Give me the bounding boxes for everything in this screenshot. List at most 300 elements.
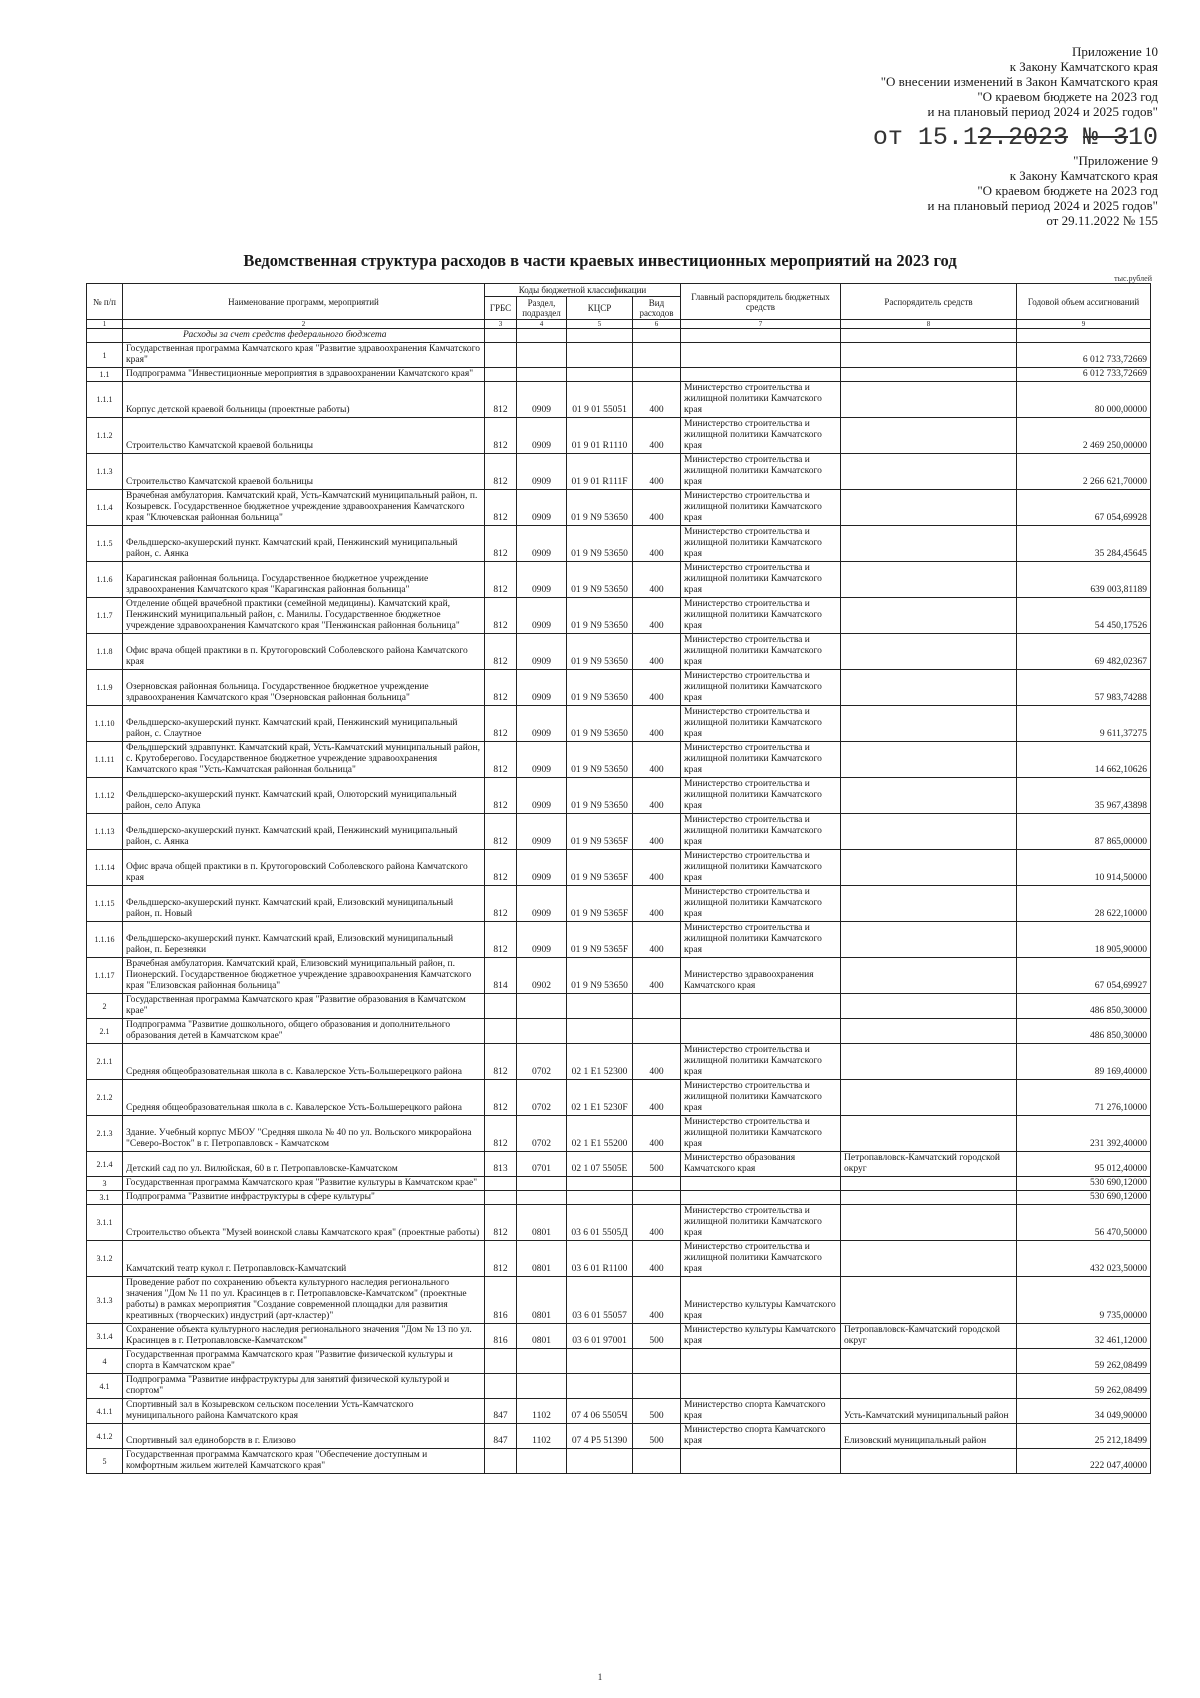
cell-name: Спортивный зал единоборств в г. Елизово	[123, 1424, 485, 1449]
cell-manager: Петропавловск-Камчатский городской округ	[841, 1152, 1017, 1177]
cell-manager	[841, 958, 1017, 994]
cell-name: Государственная программа Камчатского края "Развитие здравоохранения Камчатского края"	[123, 343, 485, 368]
cell-amount: 6 012 733,72669	[1017, 368, 1151, 382]
cell-section	[517, 1019, 567, 1044]
cell-manager	[841, 886, 1017, 922]
column-index-row	[87, 320, 1151, 329]
cell-amount: 2 469 250,00000	[1017, 418, 1151, 454]
table-row	[87, 526, 1151, 562]
cell-name: Фельдшерско-акушерский пункт. Камчатский край, Пенжинский муниципальный район, с. Аянка	[123, 526, 485, 562]
cell-section: 0909	[517, 526, 567, 562]
cell-section: 0909	[517, 382, 567, 418]
cell-amount: 54 450,17526	[1017, 598, 1151, 634]
cell-kind	[633, 994, 681, 1019]
cell-name: Отделение общей врачебной практики (семейной медицины). Камчатский край, Пенжинский муниципальный район, с. Манилы. Государственное бюджетное учреждение здравоохранения Камчатского края "Пенжинская районная больница"	[123, 598, 485, 634]
table-row	[87, 1449, 1151, 1474]
cell-name: Государственная программа Камчатского края "Развитие культуры в Камчатском крае"	[123, 1177, 485, 1191]
cell-no: 4.1.2	[87, 1424, 123, 1449]
cell-kind: 400	[633, 1277, 681, 1324]
cell-grbs: 812	[485, 526, 517, 562]
cell-main-manager: Министерство строительства и жилищной политики Камчатского края	[681, 850, 841, 886]
cell-kcsr: 01 9 N9 53650	[567, 562, 633, 598]
cell-manager	[841, 742, 1017, 778]
cell-kind	[633, 368, 681, 382]
cell-kcsr: 03 6 01 55057	[567, 1277, 633, 1324]
cell-amount: 80 000,00000	[1017, 382, 1151, 418]
cell-amount: 87 865,00000	[1017, 814, 1151, 850]
cell-section: 0702	[517, 1044, 567, 1080]
cell-main-manager	[681, 1449, 841, 1474]
table-row	[87, 598, 1151, 634]
col-header-kcsr: КЦСР	[567, 297, 633, 320]
cell-kind: 400	[633, 418, 681, 454]
cell-no: 1.1.8	[87, 634, 123, 670]
cell-kcsr: 01 9 N9 53650	[567, 490, 633, 526]
cell-kind	[633, 1019, 681, 1044]
col-header-volume: Годовой объем ассигнований	[1017, 284, 1151, 320]
cell-no: 1.1.3	[87, 454, 123, 490]
cell-amount: 95 012,40000	[1017, 1152, 1151, 1177]
cell-kind	[633, 1449, 681, 1474]
cell-kind	[633, 1349, 681, 1374]
stamp-number-struck: № 3	[1082, 123, 1128, 152]
cell-main-manager	[681, 1019, 841, 1044]
cell-section: 0801	[517, 1241, 567, 1277]
cell-amount: 59 262,08499	[1017, 1374, 1151, 1399]
cell-kind: 400	[633, 382, 681, 418]
cell-name: Государственная программа Камчатского края "Развитие физической культуры и спорта в Камчатском крае"	[123, 1349, 485, 1374]
header-line: и на плановый период 2024 и 2025 годов"	[927, 104, 1158, 119]
cell-kcsr: 01 9 N9 53650	[567, 634, 633, 670]
table-body	[87, 329, 1151, 1474]
cell-kind: 400	[633, 706, 681, 742]
table-row	[87, 1191, 1151, 1205]
cell-grbs: 812	[485, 886, 517, 922]
cell-kcsr	[567, 1191, 633, 1205]
cell-kcsr	[567, 1177, 633, 1191]
cell-kcsr: 01 9 01 R1110	[567, 418, 633, 454]
cell-manager	[841, 778, 1017, 814]
column-index: 8	[841, 320, 1017, 329]
cell-no: 1.1.1	[87, 382, 123, 418]
cell-manager	[841, 1374, 1017, 1399]
cell-main-manager: Министерство строительства и жилищной политики Камчатского края	[681, 634, 841, 670]
cell-amount: 25 212,18499	[1017, 1424, 1151, 1449]
cell-section: 0909	[517, 778, 567, 814]
cell-grbs: 812	[485, 490, 517, 526]
column-index: 7	[681, 320, 841, 329]
cell-no	[87, 329, 123, 343]
cell-main-manager: Министерство спорта Камчатского края	[681, 1399, 841, 1424]
cell-no: 1.1.12	[87, 778, 123, 814]
column-index: 5	[567, 320, 633, 329]
date-number-stamp	[678, 125, 1158, 151]
header-line: "Приложение 9	[1073, 153, 1158, 168]
document-title: Ведомственная структура расходов в части краевых инвестиционных мероприятий на 2023 год	[243, 251, 957, 270]
cell-amount: 57 983,74288	[1017, 670, 1151, 706]
cell-section	[517, 368, 567, 382]
cell-grbs	[485, 329, 517, 343]
cell-kind: 400	[633, 526, 681, 562]
cell-kind	[633, 1191, 681, 1205]
cell-kind: 500	[633, 1324, 681, 1349]
table-row	[87, 850, 1151, 886]
cell-main-manager: Министерство строительства и жилищной политики Камчатского края	[681, 706, 841, 742]
cell-main-manager: Министерство строительства и жилищной политики Камчатского края	[681, 886, 841, 922]
cell-section: 0801	[517, 1277, 567, 1324]
cell-name: Фельдшерско-акушерский пункт. Камчатский край, Пенжинский муниципальный район, с. Аянка	[123, 814, 485, 850]
table-row	[87, 562, 1151, 598]
cell-no: 3.1.4	[87, 1324, 123, 1349]
cell-manager	[841, 1191, 1017, 1205]
cell-manager	[841, 1116, 1017, 1152]
cell-amount: 28 622,10000	[1017, 886, 1151, 922]
cell-kind	[633, 329, 681, 343]
cell-name: Врачебная амбулатория. Камчатский край, Елизовский муниципальный район, п. Пионерский. Государственное бюджетное учреждение здравоохранения Камчатского края "Елизовская районная больница"	[123, 958, 485, 994]
cell-kind	[633, 343, 681, 368]
cell-name: Детский сад по ул. Вилюйская, 60 в г. Петропавловске-Камчатском	[123, 1152, 485, 1177]
table-row	[87, 1241, 1151, 1277]
cell-main-manager: Министерство строительства и жилищной политики Камчатского края	[681, 418, 841, 454]
table-row	[87, 1080, 1151, 1116]
cell-name: Здание. Учебный корпус МБОУ "Средняя школа № 40 по ул. Вольского микрорайона "Северо-Восток" в г. Петропавловск - Камчатском	[123, 1116, 485, 1152]
column-index: 6	[633, 320, 681, 329]
header-line: и на плановый период 2024 и 2025 годов"	[927, 198, 1158, 213]
cell-kcsr: 02 1 E1 52300	[567, 1044, 633, 1080]
col-header-grbs: ГРБС	[485, 297, 517, 320]
section-row	[87, 329, 1151, 343]
header-line: "О внесении изменений в Закон Камчатского края	[880, 74, 1158, 89]
col-header-codes: Коды бюджетной классификации	[485, 284, 681, 297]
cell-kcsr: 03 6 01 97001	[567, 1324, 633, 1349]
column-index: 4	[517, 320, 567, 329]
cell-manager	[841, 1449, 1017, 1474]
cell-kcsr: 01 9 N9 5365F	[567, 814, 633, 850]
cell-amount: 59 262,08499	[1017, 1349, 1151, 1374]
cell-no: 1.1.7	[87, 598, 123, 634]
column-index: 2	[123, 320, 485, 329]
cell-grbs: 812	[485, 1241, 517, 1277]
cell-no: 1.1	[87, 368, 123, 382]
table-row	[87, 1424, 1151, 1449]
cell-name: Фельдшерско-акушерский пункт. Камчатский край, Елизовский муниципальный район, п. Новый	[123, 886, 485, 922]
cell-name: Озерновская районная больница. Государственное бюджетное учреждение здравоохранения Камчатского края "Озерновская районная больница"	[123, 670, 485, 706]
cell-name: Государственная программа Камчатского края "Обеспечение доступным и комфортным жильем жителей Камчатского края"	[123, 1449, 485, 1474]
table-header-row	[87, 284, 1151, 297]
cell-amount: 67 054,69927	[1017, 958, 1151, 994]
cell-manager	[841, 598, 1017, 634]
table-row	[87, 1399, 1151, 1424]
cell-main-manager	[681, 1191, 841, 1205]
cell-manager	[841, 634, 1017, 670]
cell-main-manager: Министерство культуры Камчатского края	[681, 1277, 841, 1324]
cell-section: 0909	[517, 922, 567, 958]
cell-no: 2.1.3	[87, 1116, 123, 1152]
cell-name: Строительство Камчатской краевой больницы	[123, 454, 485, 490]
cell-amount: 34 049,90000	[1017, 1399, 1151, 1424]
cell-grbs: 812	[485, 1044, 517, 1080]
cell-name: Офис врача общей практики в п. Крутогоровский Соболевского района Камчатского края	[123, 634, 485, 670]
cell-manager	[841, 343, 1017, 368]
table-row	[87, 418, 1151, 454]
cell-grbs: 812	[485, 454, 517, 490]
cell-name: Подпрограмма "Инвестиционные мероприятия в здравоохранении Камчатского края"	[123, 368, 485, 382]
table-row	[87, 778, 1151, 814]
cell-manager	[841, 814, 1017, 850]
cell-grbs	[485, 1177, 517, 1191]
stamp-prefix: от 15.1	[872, 123, 978, 152]
cell-kind: 400	[633, 598, 681, 634]
cell-manager: Усть-Камчатский муниципальный район	[841, 1399, 1017, 1424]
cell-section	[517, 1191, 567, 1205]
cell-kcsr: 01 9 N9 5365F	[567, 886, 633, 922]
cell-amount: 10 914,50000	[1017, 850, 1151, 886]
cell-section: 0909	[517, 418, 567, 454]
cell-section: 0909	[517, 454, 567, 490]
cell-grbs: 816	[485, 1324, 517, 1349]
table-row	[87, 1205, 1151, 1241]
cell-manager	[841, 922, 1017, 958]
cell-amount: 486 850,30000	[1017, 994, 1151, 1019]
cell-amount: 89 169,40000	[1017, 1044, 1151, 1080]
cell-section: 0702	[517, 1116, 567, 1152]
cell-grbs: 812	[485, 634, 517, 670]
header-line: от 29.11.2022 № 155	[1046, 213, 1158, 228]
cell-no: 2	[87, 994, 123, 1019]
cell-kind: 400	[633, 1044, 681, 1080]
cell-manager	[841, 1080, 1017, 1116]
cell-section: 0801	[517, 1324, 567, 1349]
cell-amount: 222 047,40000	[1017, 1449, 1151, 1474]
cell-no: 2.1	[87, 1019, 123, 1044]
cell-kind: 400	[633, 778, 681, 814]
cell-name: Проведение работ по сохранению объекта культурного наследия регионального значения "Дом № 11 по ул. Красинцев в г. Петропавловске-Камчатском" (проектные работы) в рамках мероприятия "Создание современной площадки для развития креативных (творческих) индустрий (арт-кластер)"	[123, 1277, 485, 1324]
col-header-manager: Распорядитель средств	[841, 284, 1017, 320]
cell-kind: 500	[633, 1152, 681, 1177]
cell-main-manager	[681, 1374, 841, 1399]
cell-name: Офис врача общей практики в п. Крутогоровский Соболевского района Камчатского края	[123, 850, 485, 886]
table-row	[87, 670, 1151, 706]
cell-grbs: 812	[485, 598, 517, 634]
cell-main-manager: Министерство строительства и жилищной политики Камчатского края	[681, 526, 841, 562]
cell-no: 3.1.1	[87, 1205, 123, 1241]
cell-manager	[841, 368, 1017, 382]
cell-main-manager: Министерство строительства и жилищной политики Камчатского края	[681, 598, 841, 634]
cell-main-manager: Министерство строительства и жилищной политики Камчатского края	[681, 454, 841, 490]
cell-manager	[841, 490, 1017, 526]
cell-grbs: 812	[485, 850, 517, 886]
cell-kcsr: 01 9 N9 53650	[567, 958, 633, 994]
cell-name: Подпрограмма "Развитие инфраструктуры для занятий физической культурой и спортом"	[123, 1374, 485, 1399]
cell-grbs	[485, 994, 517, 1019]
cell-section	[517, 1349, 567, 1374]
cell-name: Строительство объекта "Музей воинской славы Камчатского края" (проектные работы)	[123, 1205, 485, 1241]
cell-kcsr: 03 6 01 5505Д	[567, 1205, 633, 1241]
cell-kind: 400	[633, 958, 681, 994]
cell-manager	[841, 670, 1017, 706]
cell-manager: Елизовский муниципальный район	[841, 1424, 1017, 1449]
cell-kind: 400	[633, 814, 681, 850]
cell-amount: 18 905,90000	[1017, 922, 1151, 958]
cell-main-manager: Министерство строительства и жилищной политики Камчатского края	[681, 1044, 841, 1080]
cell-no: 1.1.13	[87, 814, 123, 850]
cell-no: 2.1.1	[87, 1044, 123, 1080]
cell-main-manager: Министерство строительства и жилищной политики Камчатского края	[681, 490, 841, 526]
cell-amount	[1017, 329, 1151, 343]
cell-grbs	[485, 1374, 517, 1399]
cell-main-manager	[681, 1349, 841, 1374]
col-header-name: Наименование программ, мероприятий	[123, 284, 485, 320]
cell-kcsr: 01 9 01 R111F	[567, 454, 633, 490]
budget-table	[86, 283, 1151, 1474]
cell-kcsr: 01 9 N9 53650	[567, 598, 633, 634]
cell-no: 1.1.9	[87, 670, 123, 706]
cell-grbs: 812	[485, 1205, 517, 1241]
header-line: "О краевом бюджете на 2023 год	[977, 89, 1158, 104]
cell-manager	[841, 1349, 1017, 1374]
cell-manager	[841, 1044, 1017, 1080]
cell-manager	[841, 706, 1017, 742]
cell-amount: 35 284,45645	[1017, 526, 1151, 562]
cell-grbs: 812	[485, 382, 517, 418]
cell-main-manager: Министерство строительства и жилищной политики Камчатского края	[681, 562, 841, 598]
cell-amount: 6 012 733,72669	[1017, 343, 1151, 368]
cell-section: 0909	[517, 742, 567, 778]
cell-kind: 400	[633, 490, 681, 526]
cell-kcsr: 07 4 06 5505Ч	[567, 1399, 633, 1424]
cell-amount: 69 482,02367	[1017, 634, 1151, 670]
table-row	[87, 814, 1151, 850]
cell-grbs: 812	[485, 670, 517, 706]
cell-no: 3.1.2	[87, 1241, 123, 1277]
cell-main-manager: Министерство строительства и жилищной политики Камчатского края	[681, 922, 841, 958]
table-row	[87, 994, 1151, 1019]
column-index: 9	[1017, 320, 1151, 329]
cell-no: 1.1.17	[87, 958, 123, 994]
cell-main-manager: Министерство строительства и жилищной политики Камчатского края	[681, 382, 841, 418]
table-row	[87, 1374, 1151, 1399]
cell-manager	[841, 454, 1017, 490]
cell-main-manager: Министерство строительства и жилищной политики Камчатского края	[681, 742, 841, 778]
cell-amount: 9 611,37275	[1017, 706, 1151, 742]
table-row	[87, 454, 1151, 490]
cell-name: Сохранение объекта культурного наследия регионального значения "Дом № 13 по ул. Красинцев в г. Петропавловске-Камчатском"	[123, 1324, 485, 1349]
cell-no: 1.1.11	[87, 742, 123, 778]
cell-no: 1.1.15	[87, 886, 123, 922]
cell-name: Камчатский театр кукол г. Петропавловск-Камчатский	[123, 1241, 485, 1277]
cell-name: Спортивный зал в Козыревском сельском поселении Усть-Камчатского муниципального района Камчатского края	[123, 1399, 485, 1424]
cell-section: 0909	[517, 598, 567, 634]
cell-kind: 400	[633, 922, 681, 958]
cell-name: Подпрограмма "Развитие инфраструктуры в сфере культуры"	[123, 1191, 485, 1205]
cell-main-manager	[681, 368, 841, 382]
cell-grbs	[485, 1191, 517, 1205]
cell-manager	[841, 1177, 1017, 1191]
cell-name: Строительство Камчатской краевой больницы	[123, 418, 485, 454]
cell-kcsr: 01 9 N9 53650	[567, 670, 633, 706]
column-index: 1	[87, 320, 123, 329]
cell-grbs: 812	[485, 1080, 517, 1116]
cell-section: 0909	[517, 850, 567, 886]
cell-name: Фельдшерско-акушерский пункт. Камчатский край, Олюторский муниципальный район, село Апука	[123, 778, 485, 814]
cell-kcsr	[567, 1449, 633, 1474]
cell-manager	[841, 1205, 1017, 1241]
cell-grbs: 847	[485, 1424, 517, 1449]
cell-grbs	[485, 1349, 517, 1374]
cell-main-manager: Министерство строительства и жилищной политики Камчатского края	[681, 814, 841, 850]
cell-kind: 400	[633, 1205, 681, 1241]
col-header-no: № п/п	[87, 284, 123, 320]
cell-amount: 530 690,12000	[1017, 1177, 1151, 1191]
cell-grbs: 813	[485, 1152, 517, 1177]
cell-amount: 14 662,10626	[1017, 742, 1151, 778]
cell-no: 3	[87, 1177, 123, 1191]
cell-section: 0909	[517, 634, 567, 670]
cell-kcsr: 01 9 N9 5365F	[567, 850, 633, 886]
cell-amount: 530 690,12000	[1017, 1191, 1151, 1205]
cell-grbs: 812	[485, 742, 517, 778]
table-row	[87, 742, 1151, 778]
cell-grbs: 812	[485, 1116, 517, 1152]
cell-name: Подпрограмма "Развитие дошкольного, общего образования и дополнительного образования детей в Камчатском крае"	[123, 1019, 485, 1044]
cell-kcsr	[567, 368, 633, 382]
col-header-main-manager: Главный распорядитель бюджетных средств	[681, 284, 841, 320]
cell-main-manager	[681, 994, 841, 1019]
table-row	[87, 1116, 1151, 1152]
cell-section	[517, 343, 567, 368]
cell-kcsr	[567, 994, 633, 1019]
cell-amount: 71 276,10000	[1017, 1080, 1151, 1116]
cell-amount: 231 392,40000	[1017, 1116, 1151, 1152]
stamp-suffix: 10	[1127, 123, 1158, 152]
cell-name: Фельдшерско-акушерский пункт. Камчатский край, Елизовский муниципальный район, п. Березняки	[123, 922, 485, 958]
cell-kind	[633, 1177, 681, 1191]
cell-no: 3.1	[87, 1191, 123, 1205]
cell-name: Расходы за счет средств федерального бюджета	[123, 329, 485, 343]
cell-kind	[633, 1374, 681, 1399]
cell-main-manager: Министерство строительства и жилищной политики Камчатского края	[681, 670, 841, 706]
cell-section: 0909	[517, 490, 567, 526]
table-row	[87, 706, 1151, 742]
cell-grbs	[485, 1449, 517, 1474]
cell-kind: 400	[633, 886, 681, 922]
cell-kcsr: 01 9 N9 53650	[567, 706, 633, 742]
cell-kind: 400	[633, 1116, 681, 1152]
cell-grbs: 814	[485, 958, 517, 994]
cell-kind: 400	[633, 742, 681, 778]
cell-grbs: 812	[485, 562, 517, 598]
column-index: 3	[485, 320, 517, 329]
cell-amount: 9 735,00000	[1017, 1277, 1151, 1324]
cell-name: Врачебная амбулатория. Камчатский край, Усть-Камчатский муниципальный район, п. Козыревск. Государственное бюджетное учреждение здравоохранения Камчатского края "Ключевская районная больница"	[123, 490, 485, 526]
cell-section: 0909	[517, 562, 567, 598]
cell-no: 1.1.10	[87, 706, 123, 742]
cell-no: 1.1.4	[87, 490, 123, 526]
cell-manager	[841, 994, 1017, 1019]
cell-section: 0909	[517, 670, 567, 706]
cell-no: 5	[87, 1449, 123, 1474]
table-row	[87, 382, 1151, 418]
cell-grbs: 847	[485, 1399, 517, 1424]
cell-manager	[841, 1241, 1017, 1277]
stamp-date-struck: 2.2023	[977, 123, 1068, 152]
table-row	[87, 634, 1151, 670]
page-number: 1	[597, 1672, 603, 1682]
cell-grbs	[485, 343, 517, 368]
cell-amount: 2 266 621,70000	[1017, 454, 1151, 490]
cell-section: 0909	[517, 706, 567, 742]
cell-amount: 67 054,69928	[1017, 490, 1151, 526]
